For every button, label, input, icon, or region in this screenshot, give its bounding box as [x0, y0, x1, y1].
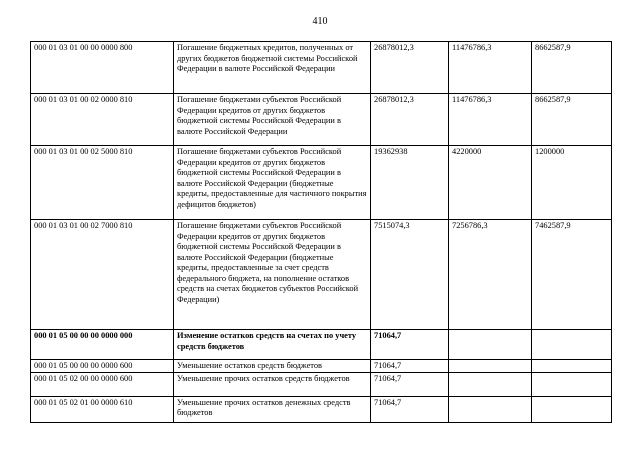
- value-cell-3: [532, 330, 612, 360]
- value-cell-1: 71064,7: [371, 330, 449, 360]
- budget-code-cell: 000 01 03 01 00 02 5000 810: [31, 146, 174, 220]
- budget-sources-table: [30, 41, 612, 423]
- value-cell-1: 26878012,3: [371, 42, 449, 94]
- table-row: [31, 396, 612, 422]
- table-row: [31, 146, 612, 220]
- table-row: [31, 330, 612, 360]
- value-cell-1: 71064,7: [371, 396, 449, 422]
- value-cell-3: 1200000: [532, 146, 612, 220]
- budget-code-cell: 000 01 03 01 00 02 0000 810: [31, 94, 174, 146]
- budget-code-cell: 000 01 03 01 00 02 7000 810: [31, 220, 174, 330]
- value-cell-2: 11476786,3: [449, 94, 532, 146]
- table-row: [31, 372, 612, 396]
- budget-code-cell: 000 01 05 00 00 00 0000 600: [31, 360, 174, 373]
- value-cell-2: [449, 330, 532, 360]
- budget-code-cell: 000 01 03 01 00 00 0000 800: [31, 42, 174, 94]
- value-cell-2: [449, 372, 532, 396]
- value-cell-3: [532, 396, 612, 422]
- value-cell-1: 71064,7: [371, 372, 449, 396]
- page-number: 410: [312, 16, 328, 27]
- budget-code-cell: 000 01 05 02 01 00 0000 610: [31, 396, 174, 422]
- value-cell-2: 11476786,3: [449, 42, 532, 94]
- value-cell-3: [532, 360, 612, 373]
- value-cell-2: [449, 360, 532, 373]
- description-cell: Погашение бюджетами субъектов Российской Федерации кредитов от других бюджетов бюджетной системы Российской Федерации в валюте Российской Федерации (бюджетные кредиты, предоставленные для частичного покрытия дефицитов бюджетов): [174, 146, 371, 220]
- value-cell-1: 7515074,3: [371, 220, 449, 330]
- table-row: [31, 94, 612, 146]
- value-cell-1: 19362938: [371, 146, 449, 220]
- value-cell-1: 71064,7: [371, 360, 449, 373]
- description-cell: Погашение бюджетами субъектов Российской Федерации кредитов от других бюджетов бюджетной системы Российской Федерации в валюте Российской Федерации: [174, 94, 371, 146]
- value-cell-3: [532, 372, 612, 396]
- value-cell-3: 8662587,9: [532, 94, 612, 146]
- value-cell-3: 8662587,9: [532, 42, 612, 94]
- table-row: [31, 220, 612, 330]
- value-cell-2: [449, 396, 532, 422]
- description-cell: Погашение бюджетами субъектов Российской Федерации кредитов от других бюджетов бюджетной системы Российской Федерации в валюте Российской Федерации (бюджетные кредиты, предоставленные за счет средств федерального бюджета, на пополнение остатков средств на счетах бюджетов субъектов Российской Федерации): [174, 220, 371, 330]
- budget-code-cell: 000 01 05 02 00 00 0000 600: [31, 372, 174, 396]
- value-cell-1: 26878012,3: [371, 94, 449, 146]
- description-cell: Погашение бюджетных кредитов, полученных от других бюджетов бюджетной системы Российской Федерации в валюте Российской Федерации: [174, 42, 371, 94]
- table-row: [31, 360, 612, 373]
- table-row: [31, 42, 612, 94]
- description-cell: Изменение остатков средств на счетах по учету средств бюджетов: [174, 330, 371, 360]
- value-cell-2: 7256786,3: [449, 220, 532, 330]
- description-cell: Уменьшение прочих остатков денежных средств бюджетов: [174, 396, 371, 422]
- value-cell-3: 7462587,9: [532, 220, 612, 330]
- budget-code-cell: 000 01 05 00 00 00 0000 000: [31, 330, 174, 360]
- description-cell: Уменьшение остатков средств бюджетов: [174, 360, 371, 373]
- value-cell-2: 4220000: [449, 146, 532, 220]
- description-cell: Уменьшение прочих остатков средств бюджетов: [174, 372, 371, 396]
